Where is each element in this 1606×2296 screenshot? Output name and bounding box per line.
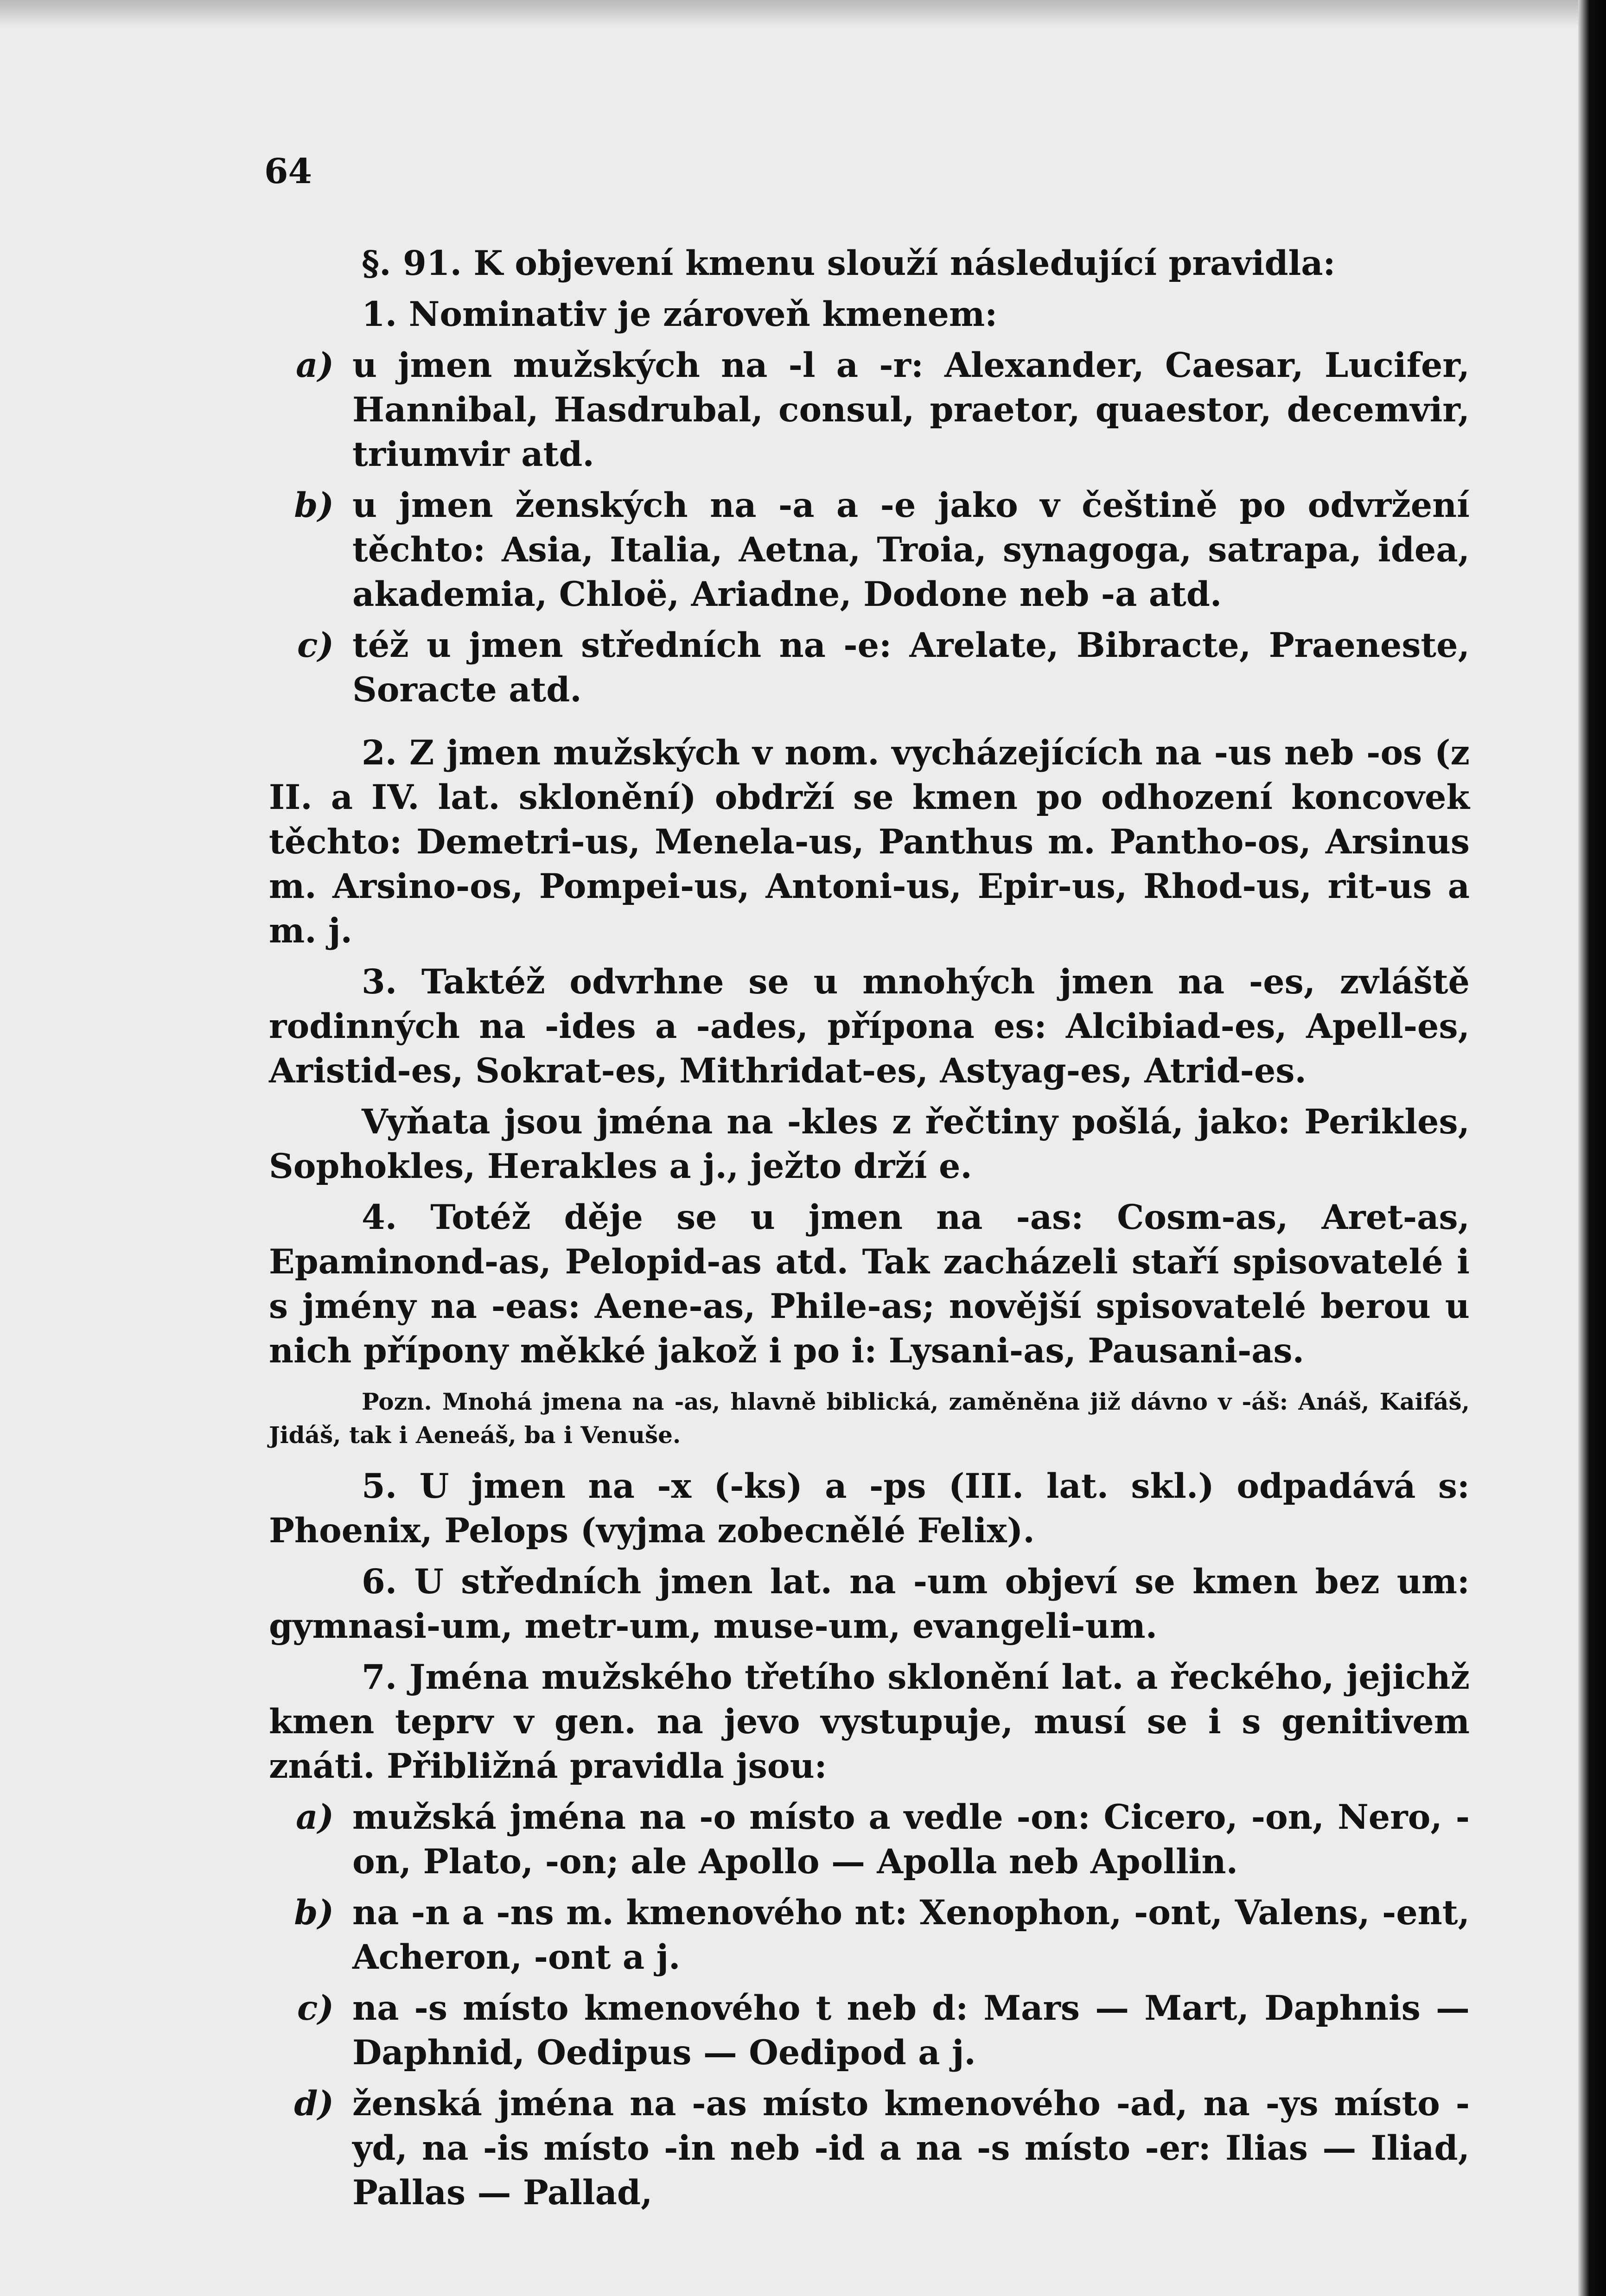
- item-marker: c): [297, 1988, 334, 2028]
- rule-7-item-a: [269, 1795, 1470, 1884]
- rule-7-item-d: [269, 2081, 1470, 2215]
- rule-1-item-c: [269, 623, 1470, 712]
- item-text: u jmen mužských na -l a -r: Alexander, Caesar, Lucifer, Hannibal, Hasdrubal, consul, praetor, quaestor, decemvir, triumvir atd.: [352, 345, 1470, 474]
- rule-2: 2. Z jmen mužských v nom. vycházejících na -us neb -os (z II. a IV. lat. sklonění) obdrží se kmen po odhození koncovek těchto: Demetri-us, Menela-us, Panthus m. Pantho-os, Arsinus m. Arsino-os, Pompei-us, Antoni-us, Epir-us, Rhod-us, rit-us a m. j.: [269, 733, 1470, 951]
- rule-3-exception: Vyňata jsou jména na -kles z řečtiny pošlá, jako: Perikles, Sophokles, Herakles a j., ježto drží e.: [269, 1102, 1470, 1186]
- item-text: mužská jména na -o místo a vedle -on: Cicero, -on, Nero, -on, Plato, -on; ale Apollo — Apolla neb Apollin.: [352, 1797, 1470, 1882]
- item-text: ženská jména na -as místo kmenového -ad, na -ys místo -yd, na -is místo -in neb -id a na -s místo -er: Ilias — Iliad, Pallas — Pallad,: [352, 2084, 1470, 2213]
- scan-edge-right: [1578, 0, 1606, 2296]
- item-text: na -n a -ns m. kmenového nt: Xenophon, -ont, Valens, -ent, Acheron, -ont a j.: [352, 1893, 1470, 1977]
- rule-1-item-a: [269, 343, 1470, 477]
- item-marker: a): [296, 345, 334, 385]
- item-marker: d): [294, 2084, 334, 2124]
- rule-1-intro: 1. Nominativ je zároveň kmenem:: [362, 294, 998, 334]
- book-page: [264, 152, 1470, 2221]
- rule-4: 4. Totéž děje se u jmen na -as: Cosm-as, Aret-as, Epaminond-as, Pelopid-as atd. Tak zacházeli staří spisovatelé i s jmény na -eas: Aene-as, Phile-as; novější spisovatelé berou u nich přípony měkké jakož i po i: Lysani-as, Pausani-as.: [269, 1197, 1470, 1371]
- page-number: 64: [264, 152, 312, 191]
- scan-edge-top: [0, 0, 1606, 28]
- rule-6: 6. U středních jmen lat. na -um objeví se kmen bez um: gymnasi-um, metr-um, muse-um, evangeli-um.: [269, 1562, 1470, 1646]
- footnote: Pozn. Mnohá jmena na -as, hlavně biblická, zaměněna již dávno v -áš: Anáš, Kaifáš, Jidáš, tak i Aeneáš, ba i Venuše.: [269, 1388, 1470, 1449]
- rule-1-item-b: [269, 483, 1470, 617]
- rule-7-intro: 7. Jména mužského třetího sklonění lat. a řeckého, jejichž kmen teprv v gen. na jevo vystupuje, musí se i s genitivem znáti. Přibližná pravidla jsou:: [269, 1657, 1470, 1786]
- rule-3: 3. Taktéž odvrhne se u mnohých jmen na -es, zvláště rodinných na -ides a -ades, přípona es: Alcibiad-es, Apell-es, Aristid-es, Sokrat-es, Mithridat-es, Astyag-es, Atrid-es.: [269, 962, 1470, 1091]
- section-heading: §. 91. K objevení kmenu slouží následující pravidla:: [362, 243, 1336, 283]
- rule-5: 5. U jmen na -x (-ks) a -ps (III. lat. skl.) odpadává s: Phoenix, Pelops (vyjma zobecnělé Felix).: [269, 1466, 1470, 1551]
- rule-7-item-c: [269, 1986, 1470, 2075]
- item-marker: c): [297, 625, 334, 665]
- item-marker: a): [296, 1797, 334, 1837]
- item-marker: b): [294, 1893, 334, 1933]
- item-marker: b): [294, 485, 334, 525]
- rule-7-item-b: [269, 1890, 1470, 1979]
- item-text: na -s místo kmenového t neb d: Mars — Mart, Daphnis — Daphnid, Oedipus — Oedipod a j.: [352, 1988, 1470, 2073]
- item-text: též u jmen středních na -e: Arelate, Bibracte, Praeneste, Soracte atd.: [352, 625, 1470, 710]
- item-text: u jmen ženských na -a a -e jako v češtině po odvržení těchto: Asia, Italia, Aetna, Troia, synagoga, satrapa, idea, akademia, Chloë, Ariadne, Dodone neb -a atd.: [352, 485, 1470, 614]
